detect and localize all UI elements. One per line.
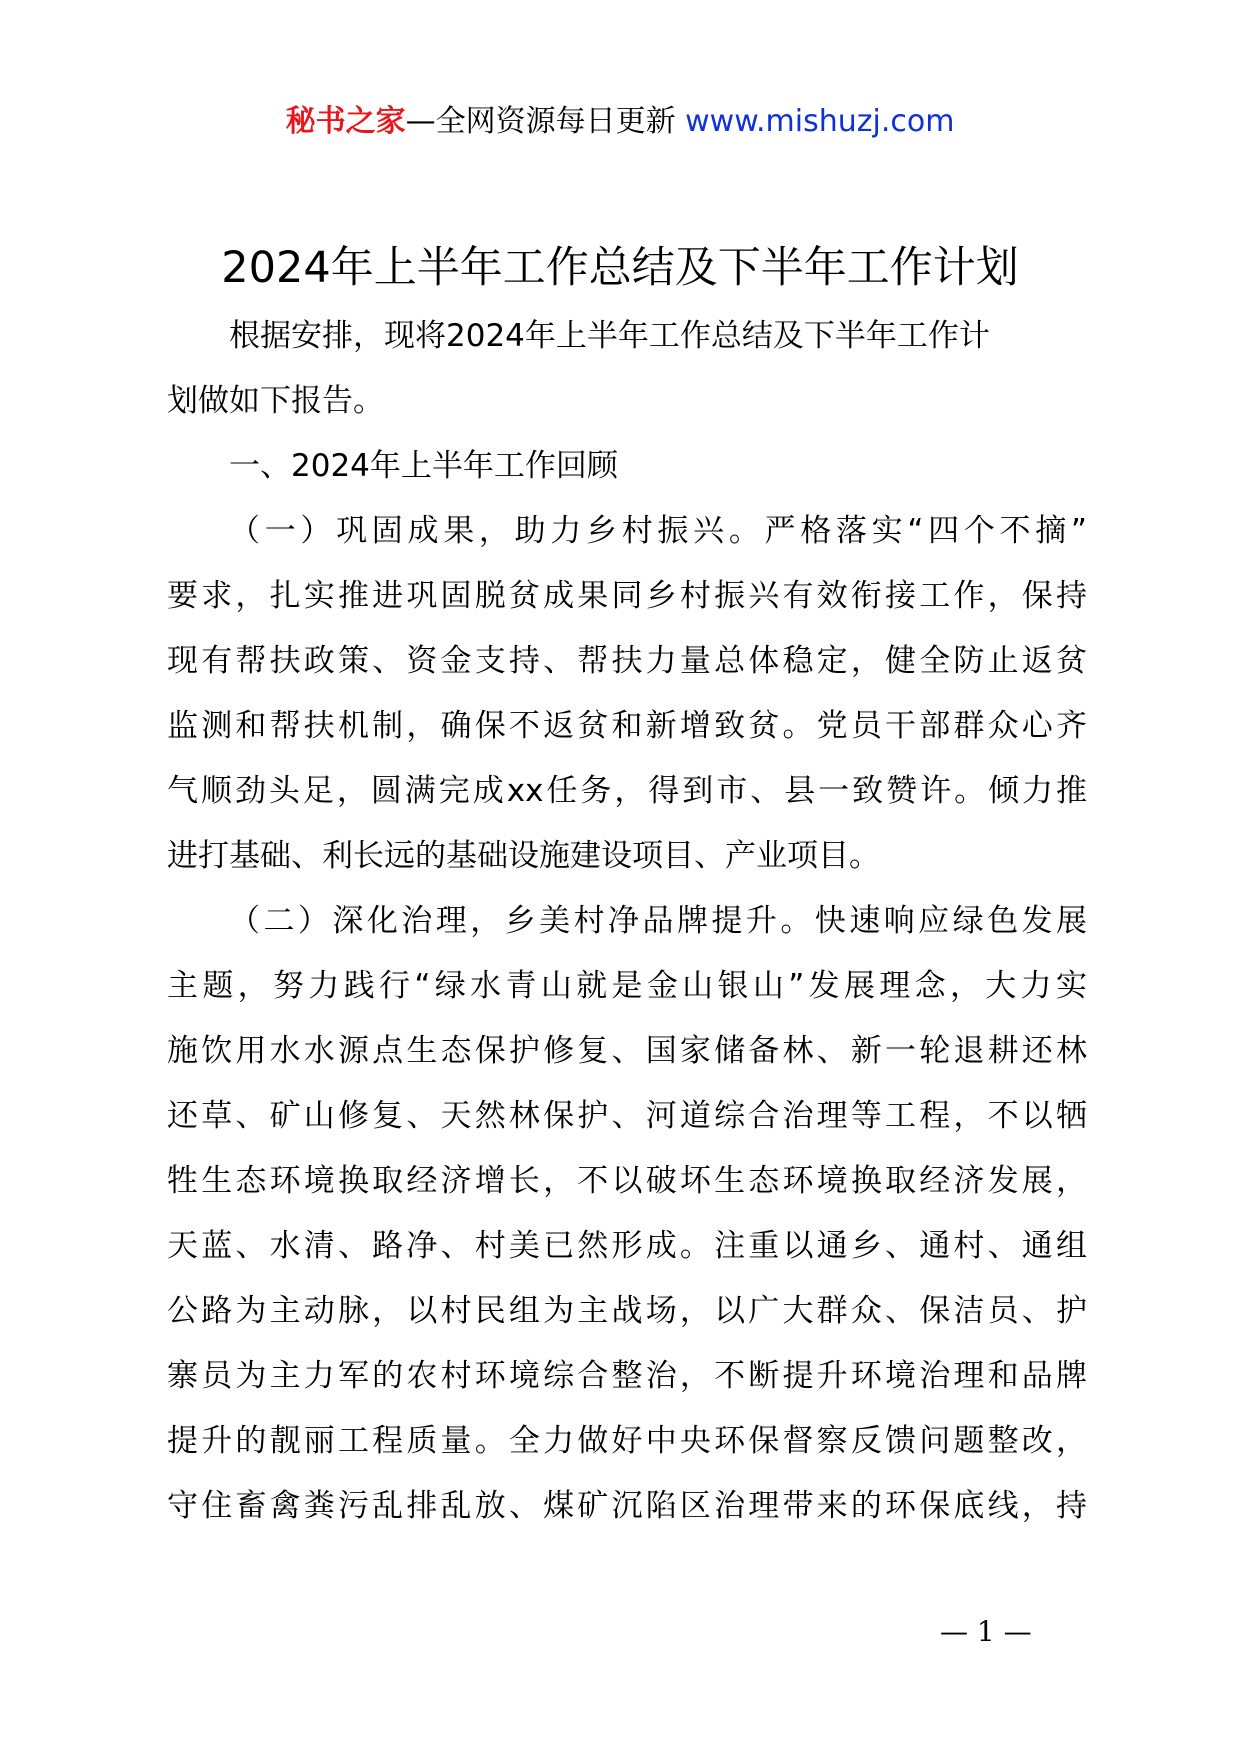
body-line: 守住畜禽粪污乱排乱放、煤矿沉陷区治理带来的环保底线，持 [167,1488,1087,1524]
header-brand: 秘书之家 [285,104,406,139]
body-line: 气顺劲头足，圆满完成xx任务，得到市、县一致赞许。倾力推 [167,773,1087,809]
body-line: 施饮用水水源点生态保护修复、国家储备林、新一轮退耕还林 [167,1033,1087,1069]
body-line: 要求，扎实推进巩固脱贫成果同乡村振兴有效衔接工作，保持 [167,578,1087,614]
header-slogan: —全网资源每日更新 [405,104,676,139]
section-heading: 一、2024年上半年工作回顾 [229,448,618,484]
body-line: 主题，努力践行“绿水青山就是金山银山”发展理念，大力实 [167,968,1087,1004]
body-line: 划做如下报告。 [167,383,384,419]
body-line: （二）深化治理，乡美村净品牌提升。快速响应绿色发展 [229,903,1087,939]
body-line: 进打基础、利长远的基础设施建设项目、产业项目。 [167,838,880,874]
body-line: 天蓝、水清、路净、村美已然形成。注重以通乡、通村、通组 [167,1228,1087,1264]
body-line: 监测和帮扶机制，确保不返贫和新增致贫。党员干部群众心齐 [167,708,1087,744]
page-number: — 1 — [940,1615,1032,1648]
header-url-link[interactable]: www.mishuzj.com [685,104,955,139]
body-line: 根据安排，现将2024年上半年工作总结及下半年工作计 [229,318,990,354]
body-line: 提升的靓丽工程质量。全力做好中央环保督察反馈问题整改， [167,1423,1087,1459]
document-title: 2024年上半年工作总结及下半年工作计划 [221,243,1019,293]
document-body [167,304,1087,1539]
body-line: 寨员为主力军的农村环境综合整治，不断提升环境治理和品牌 [167,1358,1087,1394]
body-line: 牲生态环境换取经济增长，不以破坏生态环境换取经济发展， [167,1163,1087,1199]
site-header [0,102,1240,142]
body-line: （一）巩固成果，助力乡村振兴。严格落实“四个不摘” [229,513,1087,549]
body-line: 还草、矿山修复、天然林保护、河道综合治理等工程，不以牺 [167,1098,1087,1134]
body-line: 公路为主动脉，以村民组为主战场，以广大群众、保洁员、护 [167,1293,1087,1329]
body-line: 现有帮扶政策、资金支持、帮扶力量总体稳定，健全防止返贫 [167,643,1087,679]
